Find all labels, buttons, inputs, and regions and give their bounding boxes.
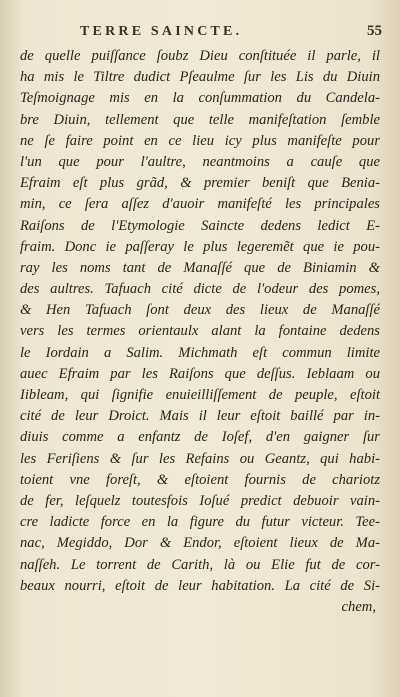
text-line: cité de leur Droict. Mais il leur eſtoit baillé par in-: [20, 408, 380, 425]
text-line: ha mis le Tiltre dudict Pſeaulme ſur les Lis du Diuin: [20, 69, 380, 86]
text-line: bre Diuin, tellement que telle manifeſtation ſemble: [20, 111, 380, 128]
text-line: fraim. Donc ie paſſeray le plus legeremẽt que ie pou-: [20, 238, 380, 255]
text-line: de fer, leſquelz toutesfois Ioſué predict debuoir vain-: [20, 492, 380, 509]
text-line: le Iordain a Salim. Michmath eſt commun limite: [20, 344, 380, 361]
page-number: 55: [367, 23, 382, 39]
catchword: chem,: [341, 598, 376, 615]
text-line: naſſeh. Le torrent de Carith, là ou Elie fut de cor-: [20, 556, 380, 573]
text-line: & Hen Tafuach ſont deux des lieux de Manaſſé: [20, 302, 380, 319]
text-line: beaux nourri, eſtoit de leur habitation. La cité de Si-: [20, 577, 380, 594]
text-line: les Feriſiens & ſur les Refains ou Geantz, qui habi-: [20, 450, 380, 467]
text-line: ne ſe faire point en ce lieu icy plus manifeſte pour: [20, 132, 380, 149]
text-line: diuis comme a enfantz de Ioſef, d'en gaigner ſur: [20, 429, 380, 446]
text-line: Iibleam, qui ſignifie enuieilliſſement de peuple, eſtoit: [20, 387, 380, 403]
text-line: des aultres. Tafuach cité dicte de l'odeur des pomes,: [20, 281, 380, 298]
text-line: nac, Megiddo, Dor & Endor, eſtoient lieux de Ma-: [20, 535, 380, 552]
text-line: l'un que pour l'aultre, neantmoins a cauſe que: [20, 153, 380, 170]
text-line: toient vne foreſt, & eſtoient fournis de chariotz: [20, 471, 380, 488]
running-head: TERRE SAINCTE.: [80, 24, 243, 39]
text-line: Efraim eſt plus grãd, & premier beniſt que Benia-: [20, 175, 380, 192]
text-line: ray les noms tant de Manaſſé que de Biniamin &: [20, 259, 380, 276]
text-line: vers les termes orientaulx alant la fontaine dedens: [20, 323, 380, 340]
body-text: [20, 46, 380, 618]
text-line: cre ladicte force en la figure du futur victeur. Tee-: [20, 514, 380, 531]
text-line: auec Efraim par les Raiſons que deſſus. Ieblaam ou: [20, 365, 380, 382]
text-line: Raiſons de l'Etymologie Saincte dedens ledict E-: [20, 217, 380, 234]
text-line: de quelle puiſſance ſoubz Dieu conſtituée il parle, il: [20, 48, 380, 64]
page-header: [0, 24, 400, 48]
text-line: min, ce ſera aſſez d'auoir manifeſté les principales: [20, 196, 380, 213]
text-line: Teſmoignage mis en la conſummation du Candela-: [20, 90, 380, 107]
